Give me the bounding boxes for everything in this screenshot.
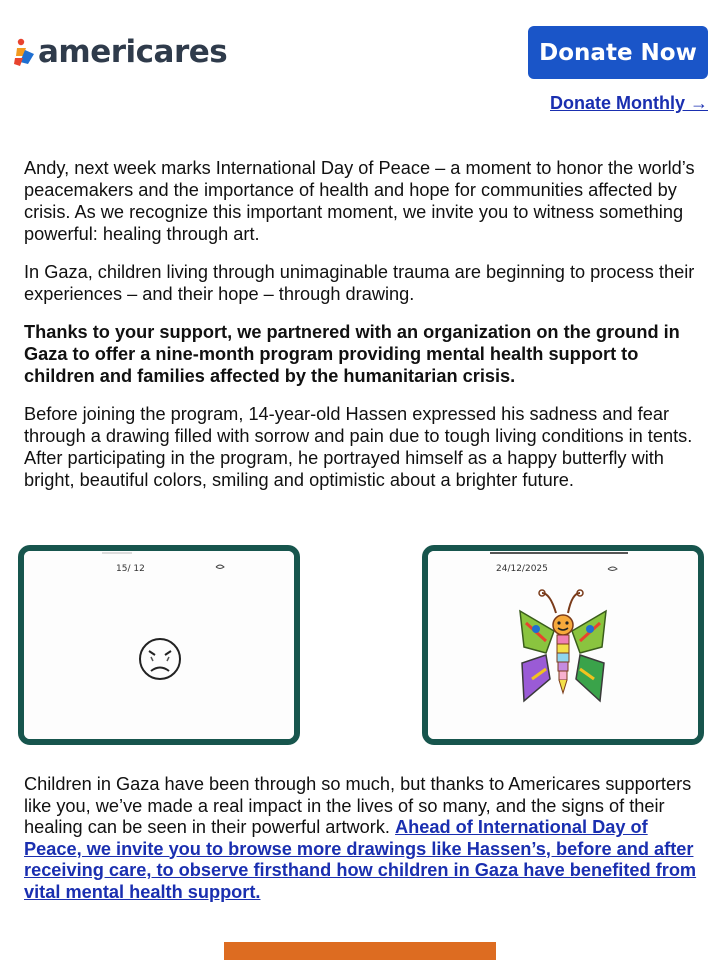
logo-wordmark: americares <box>38 34 228 70</box>
before-date-label: 15/ 12 <box>116 564 145 574</box>
sad-face-drawing <box>24 551 294 739</box>
browse-drawings-link[interactable]: Ahead of International Day of Peace, we invite you to browse more drawings like Hassen’s, before and after receiving care, to observe firsthand how children in Gaza have benefited from vital mental health support. <box>24 817 697 902</box>
drawings-gallery <box>18 545 708 745</box>
closing-paragraph <box>24 774 704 903</box>
americares-logo[interactable] <box>14 34 227 70</box>
after-date-label: 24/12/2025 <box>496 564 548 574</box>
message-body <box>24 157 704 507</box>
donate-monthly-link[interactable]: Donate Monthly → <box>550 93 708 113</box>
donate-now-button[interactable]: Donate Now <box>528 26 708 79</box>
logo-people-icon <box>14 36 36 68</box>
cta-button[interactable] <box>224 942 496 960</box>
closing-text: Children in Gaza have been through so much, but thanks to Americares supporters like you, we’ve made a real impact in the lives of so many, and the signs of their healing can be seen in their powerful artwork. <box>24 774 692 837</box>
butterfly-drawing <box>428 551 698 739</box>
before-drawing[interactable] <box>18 545 300 745</box>
email-header <box>0 0 720 120</box>
intro-paragraph: Andy, next week marks International Day of Peace – a moment to honor the world’s peacemakers and the importance of health and hope for communities affected by crisis. As we recognize this important moment, we invite you to witness something powerful: healing through art. <box>24 158 695 244</box>
after-drawing[interactable] <box>422 545 704 745</box>
hassen-paragraph: Before joining the program, 14-year-old Hassen expressed his sadness and fear through a drawing filled with sorrow and pain due to tough living conditions in tents. After participating in the program, he portrayed himself as a happy butterfly with bright, beautiful colors, smiling and optimistic about a brighter future. <box>24 404 693 490</box>
support-paragraph: Thanks to your support, we partnered with an organization on the ground in Gaza to offer a nine-month program providing mental health support to children and families affected by the humanitarian crisis. <box>24 322 680 386</box>
gaza-paragraph: In Gaza, children living through unimaginable trauma are beginning to process their experiences – and their hope – through drawing. <box>24 262 695 304</box>
